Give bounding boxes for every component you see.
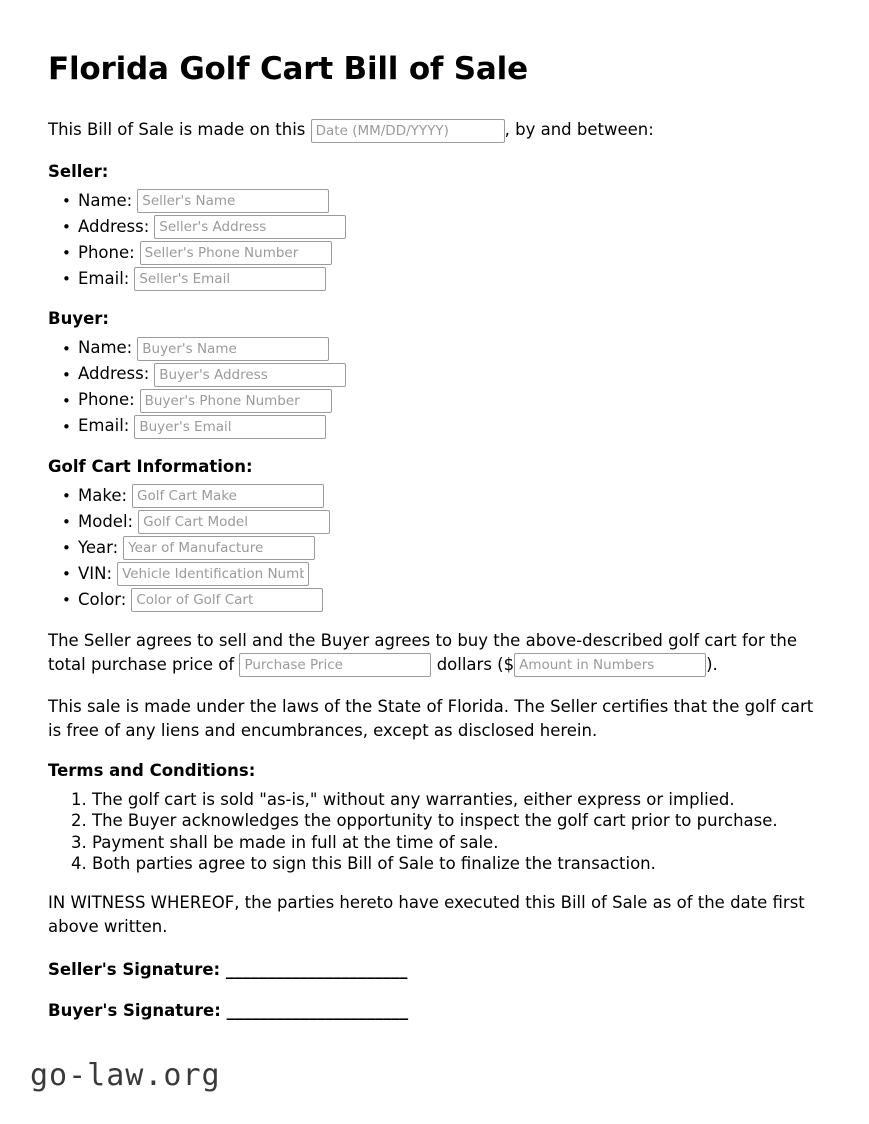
seller-phone-input[interactable] <box>140 241 332 265</box>
golf-cart-color-input[interactable] <box>131 588 323 612</box>
intro-paragraph <box>48 118 821 143</box>
buyer-address-label: • Address: <box>78 364 150 384</box>
golf-cart-field-vin <box>78 563 821 585</box>
seller-email-label: • Email: <box>78 269 130 289</box>
golf-cart-field-model <box>78 511 821 533</box>
golf-cart-field-year <box>78 537 821 559</box>
seller-field-phone <box>78 242 821 264</box>
golf-cart-vin-label: • VIN: <box>78 563 113 583</box>
golf-cart-field-color <box>78 589 821 611</box>
witness-paragraph: IN WITNESS WHEREOF, the parties hereto have executed this Bill of Sale as of the date first above written. <box>48 893 805 936</box>
golf-cart-year-label: • Year: <box>78 537 119 557</box>
amount-wrap <box>514 653 706 678</box>
seller-name-input[interactable] <box>137 189 329 213</box>
buyer-email-label: • Email: <box>78 416 130 436</box>
page-title: Florida Golf Cart Bill of Sale <box>48 51 528 87</box>
intro-text-before: This Bill of Sale is made on this <box>48 120 306 140</box>
seller-heading: Seller: <box>48 161 109 181</box>
golf-cart-make-input[interactable] <box>132 484 324 508</box>
buyer-phone-input[interactable] <box>140 389 332 413</box>
golf-cart-vin-input[interactable] <box>117 562 309 586</box>
seller-phone-label: • Phone: <box>78 243 135 263</box>
golf-cart-color-label: • Color: <box>78 589 127 609</box>
seller-address-label: • Address: <box>78 217 150 237</box>
seller-field-name <box>78 190 821 212</box>
terms-list-item: 3. Payment shall be made in full at the time of sale. <box>92 833 821 854</box>
buyer-field-list <box>48 338 821 438</box>
site-watermark: go-law.org <box>30 1058 221 1093</box>
terms-heading: Terms and Conditions: <box>48 761 256 781</box>
signature-block <box>48 960 821 1020</box>
buyer-field-name <box>78 338 821 360</box>
purchase-text-middle: dollars ($ <box>436 654 515 674</box>
seller-field-address <box>78 216 821 238</box>
seller-signature-label: Seller's Signature: <box>48 959 221 979</box>
intro-text-after: , by and between: <box>504 120 654 140</box>
law-paragraph: This sale is made under the laws of the State of Florida. The Seller certifies that the golf cart is free of any liens and encumbrances, except as disclosed herein. <box>48 697 814 740</box>
purchase-price-wrap <box>239 653 431 678</box>
seller-field-email <box>78 268 821 290</box>
document-body <box>48 52 821 1042</box>
seller-signature-row <box>48 960 821 979</box>
buyer-email-input[interactable] <box>134 415 326 439</box>
terms-list-item: 1. The golf cart is sold "as-is," without any warranties, either express or implied. <box>92 790 821 811</box>
buyer-signature-label: Buyer's Signature: <box>48 1000 221 1020</box>
buyer-name-input[interactable] <box>137 337 329 361</box>
purchase-price-input[interactable] <box>239 653 431 677</box>
terms-list-item: 4. Both parties agree to sign this Bill of Sale to finalize the transaction. <box>92 854 821 875</box>
terms-list <box>48 790 821 876</box>
golf-cart-field-list <box>48 485 821 611</box>
buyer-field-phone <box>78 390 821 412</box>
purchase-paragraph <box>48 629 821 677</box>
purchase-text-before: The Seller agrees to sell and the Buyer agrees to buy the above-described golf cart for the total purchase price of <box>48 631 798 674</box>
seller-signature-line[interactable]: ______________________ <box>225 959 408 979</box>
buyer-heading: Buyer: <box>48 309 110 329</box>
buyer-signature-line[interactable]: ______________________ <box>226 1000 409 1020</box>
seller-name-label: • Name: <box>78 191 133 211</box>
buyer-field-address <box>78 364 821 386</box>
seller-field-list <box>48 190 821 290</box>
buyer-field-email <box>78 416 821 438</box>
terms-list-item: 2. The Buyer acknowledges the opportunity to inspect the golf cart prior to purchase. <box>92 811 821 832</box>
golf-cart-model-label: • Model: <box>78 511 134 531</box>
seller-address-input[interactable] <box>154 215 346 239</box>
buyer-signature-row <box>48 1001 821 1020</box>
seller-email-input[interactable] <box>134 267 326 291</box>
golf-cart-model-input[interactable] <box>138 510 330 534</box>
date-field-wrap <box>311 118 505 143</box>
amount-in-numbers-input[interactable] <box>514 653 706 677</box>
golf-cart-make-label: • Make: <box>78 485 128 505</box>
purchase-text-after: ). <box>706 654 718 674</box>
date-input[interactable] <box>311 119 505 143</box>
golf-cart-field-make <box>78 485 821 507</box>
buyer-phone-label: • Phone: <box>78 390 135 410</box>
golf-cart-year-input[interactable] <box>123 536 315 560</box>
buyer-name-label: • Name: <box>78 338 133 358</box>
buyer-address-input[interactable] <box>154 363 346 387</box>
golf-cart-heading: Golf Cart Information: <box>48 456 253 476</box>
